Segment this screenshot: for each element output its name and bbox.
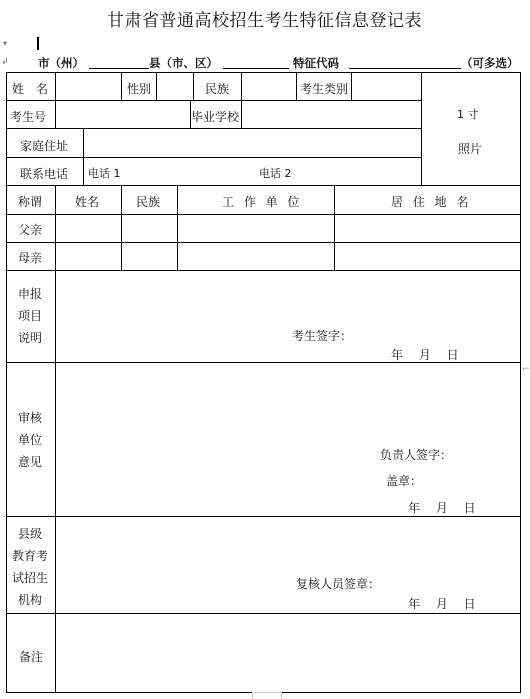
name-label: 姓 名 — [12, 82, 49, 96]
residence-header: 居 住 地 名 — [391, 195, 472, 209]
address-label: 家庭住址 — [20, 139, 69, 153]
page-edge-marker-icon: ⌐ — [522, 364, 530, 375]
school-label: 毕业学校 — [191, 110, 240, 124]
photo-size-label: 1 寸 — [457, 108, 479, 121]
feature-code-label: 特征代码 — [293, 56, 339, 70]
phone1-label: 电话 1 — [88, 167, 121, 180]
county-office-date: 年 月 日 — [408, 597, 476, 611]
family-ethnicity-header: 民族 — [136, 195, 161, 209]
application-label: 申报 项目 说明 — [17, 287, 42, 345]
reviewer-signature-label: 复核人员签章： — [296, 577, 381, 591]
county-office-label: 县级 教育考 试招生 机构 — [11, 527, 48, 607]
phone2-label: 电话 2 — [259, 167, 292, 180]
page-footer-tab — [252, 692, 282, 699]
category-label: 考生类别 — [300, 82, 349, 96]
responsible-signature-label: 负责人签字： — [380, 448, 453, 462]
family-name-header: 姓名 — [75, 195, 100, 209]
form-title: 甘肃省普通高校招生考生特征信息登记表 — [107, 11, 422, 31]
photo-label: 照片 — [458, 142, 483, 156]
phone-label: 联系电话 — [20, 167, 69, 181]
ethnicity-label: 民族 — [205, 82, 230, 96]
review-date: 年 月 日 — [408, 501, 476, 515]
gender-label: 性别 — [127, 82, 152, 96]
remarks-label: 备注 — [19, 650, 44, 664]
work-unit-header: 工 作 单 位 — [222, 195, 303, 209]
city-label: 市（州） — [38, 56, 84, 70]
multi-select-note: （可多选） — [461, 56, 519, 70]
collapse-arrow-icon[interactable]: ▾ — [3, 39, 8, 48]
father-label: 父亲 — [18, 223, 43, 237]
review-label: 审核 单位 意见 — [17, 411, 42, 469]
student-signature-label: 考生签字： — [292, 329, 353, 343]
application-date: 年 月 日 — [391, 348, 459, 362]
county-label: 县（市、区） — [149, 56, 218, 70]
relation-header: 称谓 — [18, 195, 43, 209]
mother-label: 母亲 — [18, 251, 43, 265]
seal-label: 盖章： — [386, 474, 423, 488]
paragraph-arrow-icon: ↲ — [1, 57, 9, 67]
exam-number-label: 考生号 — [10, 110, 47, 124]
